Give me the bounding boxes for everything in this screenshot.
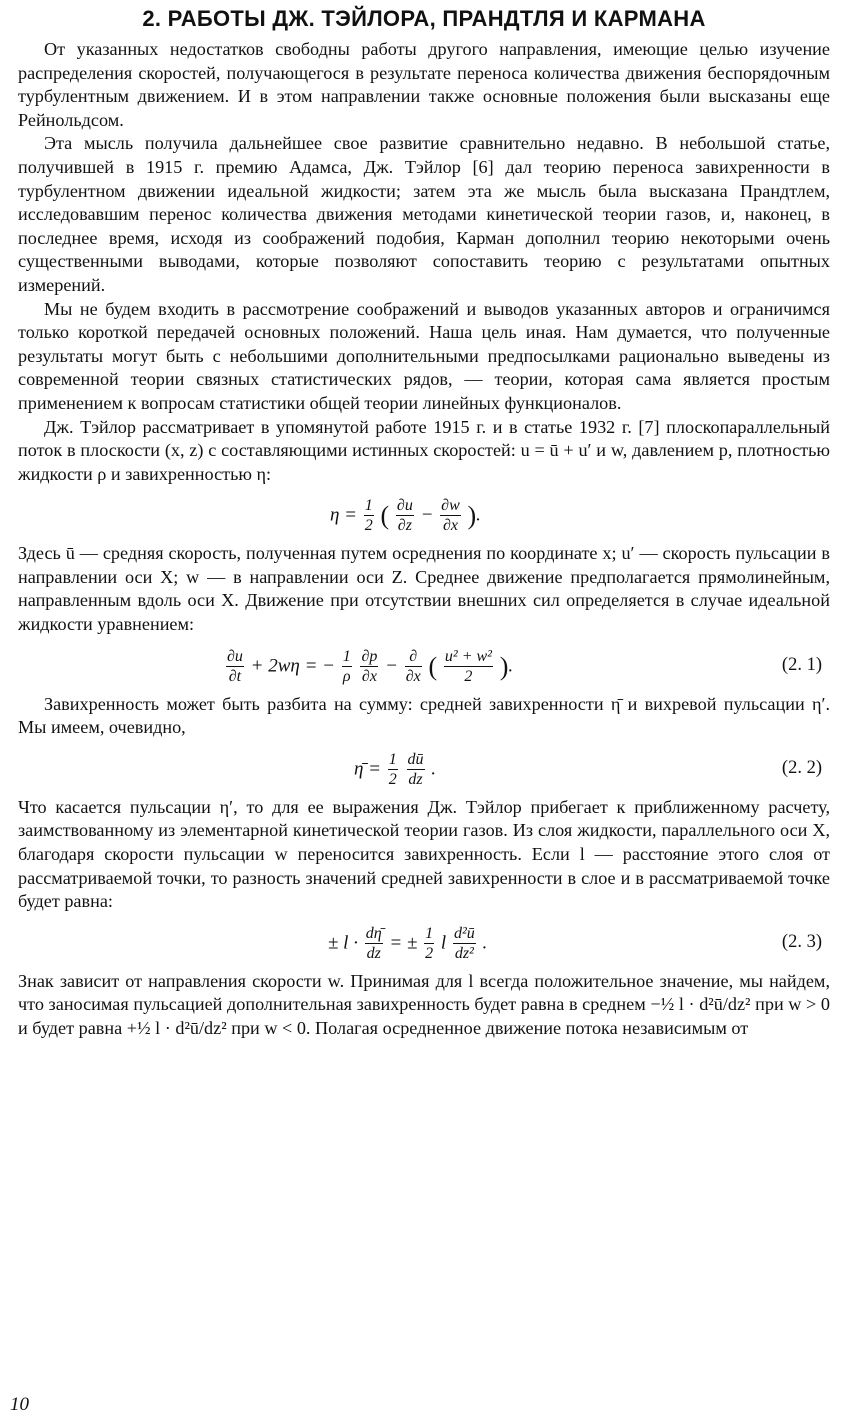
paragraph-2: Эта мысль получила дальнейшее свое развитие сравнительно недавно. В небольшой статье, получившей в 1915 г. премию Адамса, Дж. Тэйлор [6] дал теорию переноса завихренности в турбулентном движении идеальной жидкости; затем эта же мысль была высказана Прандтлем, исследовавшим перенос количества движения методами кинетической теории газов, и, наконец, в последнее время, исходя из соображений подобия, Карман дополнил теорию некоторыми очень существенными выводами, которые позволяют сопоставить теорию с результатами опытных измерений.: [18, 133, 830, 295]
paragraph-4: Дж. Тэйлор рассматривает в упомянутой работе 1915 г. и в статье 1932 г. [7] плоскопараллельный поток в плоскости (x, z) с составляющими истинных скоростей: u = ū + u′ и w, давлением p, плотностью жидкости ρ и завихренностью η:: [18, 416, 830, 484]
eq1-c-d: ∂x: [361, 667, 377, 685]
eq3-a-d: dz: [366, 944, 381, 962]
eq2-a-n: 1: [388, 750, 397, 768]
eq0-f1-d: ∂z: [397, 517, 412, 535]
equation-2-3: [18, 914, 830, 970]
eq0-lhs: η =: [330, 504, 357, 526]
eq3-lhs: ± l ·: [328, 932, 358, 954]
eq3-b-n: 1: [425, 924, 434, 942]
eq1-b-n: 1: [342, 647, 351, 665]
eq0-f2-n: ∂w: [441, 497, 460, 515]
eq1-d-d: ∂x: [405, 667, 421, 685]
paragraph-8: Знак зависит от направления скорости w. Принимая для l всегда положительное значение, мы найдем, что заносимая пульсацией дополнительная завихренность будет равна в среднем −½ l · d²ū/dz² при w > 0 и будет равна +½ l · d²ū/dz² при w < 0. Полагая осредненное движение потока независимым от: [18, 970, 830, 1038]
eq2-b-d: dz: [408, 770, 423, 788]
paragraph-6: Завихренность может быть разбита на сумму: средней завихренности η̄ и вихревой пульсации η′. Мы имеем, очевидно,: [18, 693, 830, 738]
eq0-half-d: 2: [364, 517, 373, 535]
eq3-c-d: dz²: [454, 944, 474, 962]
paragraph-7: Что касается пульсации η′, то для ее выражения Дж. Тэйлор прибегает к приближенному расчету, заимствованному из элементарной кинетической теории газов. Из слоя жидкости, параллельного оси X, благодаря скорости пульсации w переносится завихренность. Если l — расстояние этого слоя от рассматриваемой точки, то разность значений средней завихренности в слое и в рассматриваемой точке будет равна:: [18, 796, 830, 912]
eq3-l: l: [440, 932, 447, 954]
eq1-d-n: ∂: [405, 649, 422, 667]
eq0-end: .: [476, 504, 481, 526]
eq2-lhs: η̄ =: [354, 758, 381, 780]
eq3-end: .: [482, 932, 488, 954]
eq1-a-n: ∂u: [227, 647, 243, 665]
eq0-half-n: 1: [364, 497, 373, 515]
eq2-a-d: 2: [388, 770, 397, 788]
section-title: 2. РАБОТЫ ДЖ. ТЭЙЛОРА, ПРАНДТЛЯ И КАРМАНА: [142, 6, 706, 31]
eq1-c-n: ∂p: [361, 647, 378, 665]
equation-vorticity: η = $\frac{1}{2}$ ( $\frac{\partial u}{\partial z}$ − $\frac{\partial w}{\partial x}$ ).: [330, 497, 481, 535]
eq3-c-n: d²ū: [453, 924, 475, 942]
eq1-e-n: u² + w²: [444, 647, 492, 665]
page-number: 10: [10, 1394, 29, 1415]
eq1-end: .: [508, 655, 514, 677]
eq0-f1-n: ∂u: [396, 497, 413, 515]
eq3-mid: = ±: [389, 932, 418, 954]
eq1-a-d: ∂t: [228, 667, 242, 685]
paragraph-1: От указанных недостатков свободны работы другого направления, имеющие целью изучение распределения скоростей, получающегося в результате переноса количества движения беспорядочным турбулентным движением. И в этом направлении также основные положения были высказаны еще Рейнольдсом.: [18, 39, 830, 130]
eq0-minus: −: [420, 504, 434, 526]
eq3-b-d: 2: [425, 944, 434, 962]
eq1-b-d: ρ: [342, 667, 351, 685]
eq2-b-n: dū: [407, 750, 424, 768]
eq0-f2-d: ∂x: [442, 517, 458, 535]
eq1-e-d: 2: [464, 667, 473, 685]
equation-number-2-1: (2. 1): [781, 654, 822, 675]
equation-2-1: $\frac{\partial u}{\partial t}$ + 2wη = − $\frac{1}{\rho}$ $\frac{\partial p}{\partial x}$ − $\frac{\partial}{\partial x}$ ( $\frac{\text{u² + w²}}{2}$ ). (2. 1): [227, 647, 822, 685]
eq1-mid: + 2wη = −: [250, 655, 335, 677]
eq3-a-n: dη̄: [365, 924, 382, 942]
equation-2-2: [18, 740, 830, 796]
paragraph-3: Мы не будем входить в рассмотрение соображений и выводов указанных авторов и ограничимся только короткой передачей основных положений. Наша цель иная. Нам думается, что полученные результаты могут быть с небольшими дополнительными предпосылками рационально выведены из современной теории связных статистических рядов, — теории, которая сама является простым применением к вопросам статистики общей теории линейных функционалов.: [18, 298, 830, 413]
paragraph-5: Здесь ū — средняя скорость, полученная путем осреднения по координате x; u′ — скорость пульсации в направлении оси X; w — в направлении оси Z. Среднее движение предполагается прямолинейным, направленным вдоль оси X. Движение при отсутствии внешних сил определяется в случае идеальной жидкости уравнением:: [18, 543, 830, 635]
equation-number-2-3: (2. 3): [781, 931, 822, 952]
eq2-end: .: [431, 758, 436, 780]
equation-number-2-2: (2. 2): [781, 757, 822, 778]
eq1-minus: −: [385, 655, 398, 677]
